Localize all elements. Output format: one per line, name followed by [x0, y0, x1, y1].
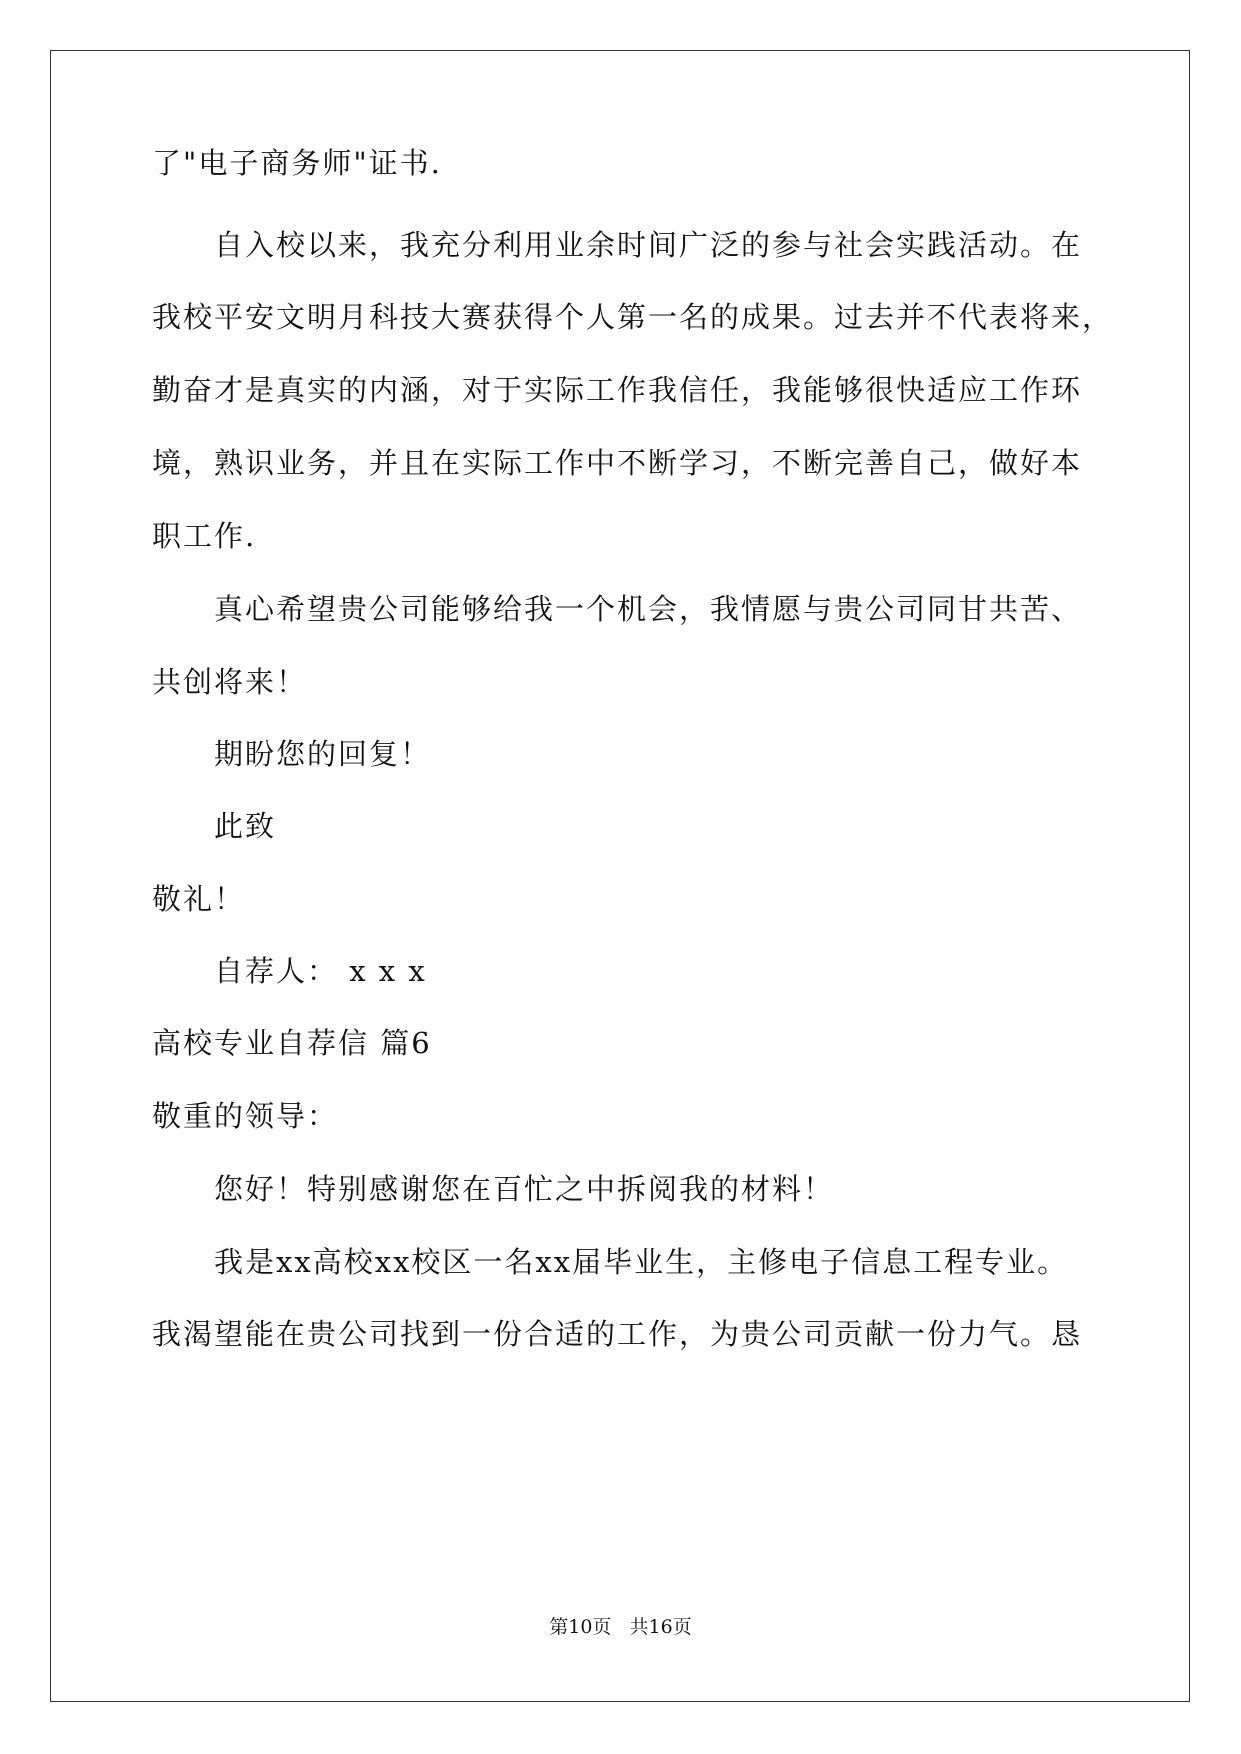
body-line-16: 我是xx高校xx校区一名xx届毕业生，主修电子信息工程专业。 — [214, 1245, 1069, 1279]
body-line-8: 共创将来！ — [152, 665, 308, 699]
body-line-9: 期盼您的回复！ — [214, 737, 432, 771]
closing-salutation: 此致 — [214, 809, 277, 843]
body-line-6: 职工作. — [152, 519, 257, 553]
signature-line: 自荐人： x x x — [214, 954, 427, 988]
page-number-footer: 第10页 共16页 — [549, 1616, 692, 1638]
body-line-7: 真心希望贵公司能够给我一个机会，我情愿与贵公司同甘共苦、 — [214, 592, 1083, 626]
body-line-15: 您好！特别感谢您在百忙之中拆阅我的材料！ — [214, 1172, 835, 1206]
body-line-17: 我渴望能在贵公司找到一份合适的工作，为贵公司贡献一份力气。恳 — [152, 1317, 1083, 1351]
body-line-2: 自入校以来，我充分利用业余时间广泛的参与社会实践活动。在 — [214, 228, 1083, 262]
body-line-3: 我校平安文明月科技大赛获得个人第一名的成果。过去并不代表将来， — [152, 300, 1114, 334]
greeting-line: 敬重的领导： — [152, 1099, 339, 1133]
body-line-5: 境，熟识业务，并且在实际工作中不断学习，不断完善自己，做好本 — [152, 446, 1083, 480]
body-line-1: 了"电子商务师"证书. — [152, 146, 442, 180]
closing-respect: 敬礼！ — [152, 882, 246, 916]
body-line-4: 勤奋才是真实的内涵，对于实际工作我信任，我能够很快适应工作环 — [152, 373, 1083, 407]
section-heading: 高校专业自荐信 篇6 — [152, 1026, 432, 1060]
